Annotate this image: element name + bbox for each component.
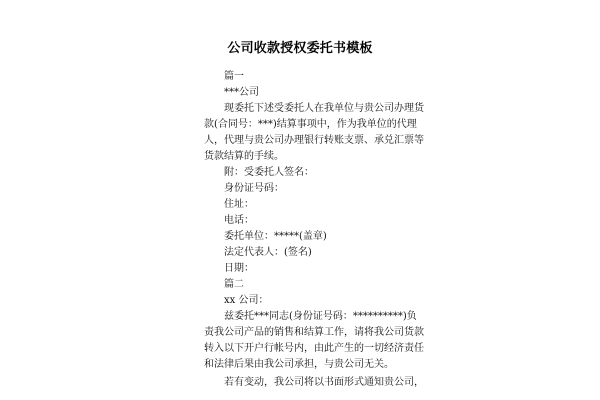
document-title: 公司收款授权委托书模板: [227, 41, 373, 56]
addressee-line: xx 公司：: [224, 295, 269, 306]
attachment-line: 附：受委托人签名：: [224, 167, 314, 178]
paragraph-line: 和法律后果由我公司承担，与贵公司无关。: [204, 359, 394, 370]
address-line: 住址：: [224, 199, 254, 210]
phone-line: 电话：: [224, 215, 254, 226]
addressee-line: ***公司: [224, 87, 259, 98]
section-heading-1: 篇一: [224, 71, 244, 82]
paragraph-line: 人，代理与贵公司办理银行转账支票、承兑汇票等: [204, 135, 424, 146]
paragraph-line: 款(合同号：***)结算事项中，作为我单位的代理: [204, 119, 417, 130]
entrusting-unit-line: 委托单位：*****(盖章): [224, 231, 327, 242]
paragraph-line: 现委托下述受委托人在我单位与贵公司办理货: [224, 103, 424, 114]
paragraph-line: 责我公司产品的销售和结算工作，请将我公司货款: [204, 327, 424, 338]
date-line: 日期：: [224, 263, 254, 274]
legal-rep-line: 法定代表人：(签名): [224, 247, 312, 258]
id-number-line: 身份证号码：: [224, 183, 284, 194]
paragraph-line: 若有变动，我公司将以书面形式通知贵公司，: [224, 377, 424, 388]
paragraph-line: 转入以下开户行帐号内，由此产生的一切经济责任: [204, 343, 424, 354]
section-heading-2: 篇二: [224, 279, 244, 290]
paragraph-line: 兹委托***同志(身份证号码：**********)负: [224, 311, 417, 322]
paragraph-line: 货款结算的手续。: [204, 151, 284, 162]
